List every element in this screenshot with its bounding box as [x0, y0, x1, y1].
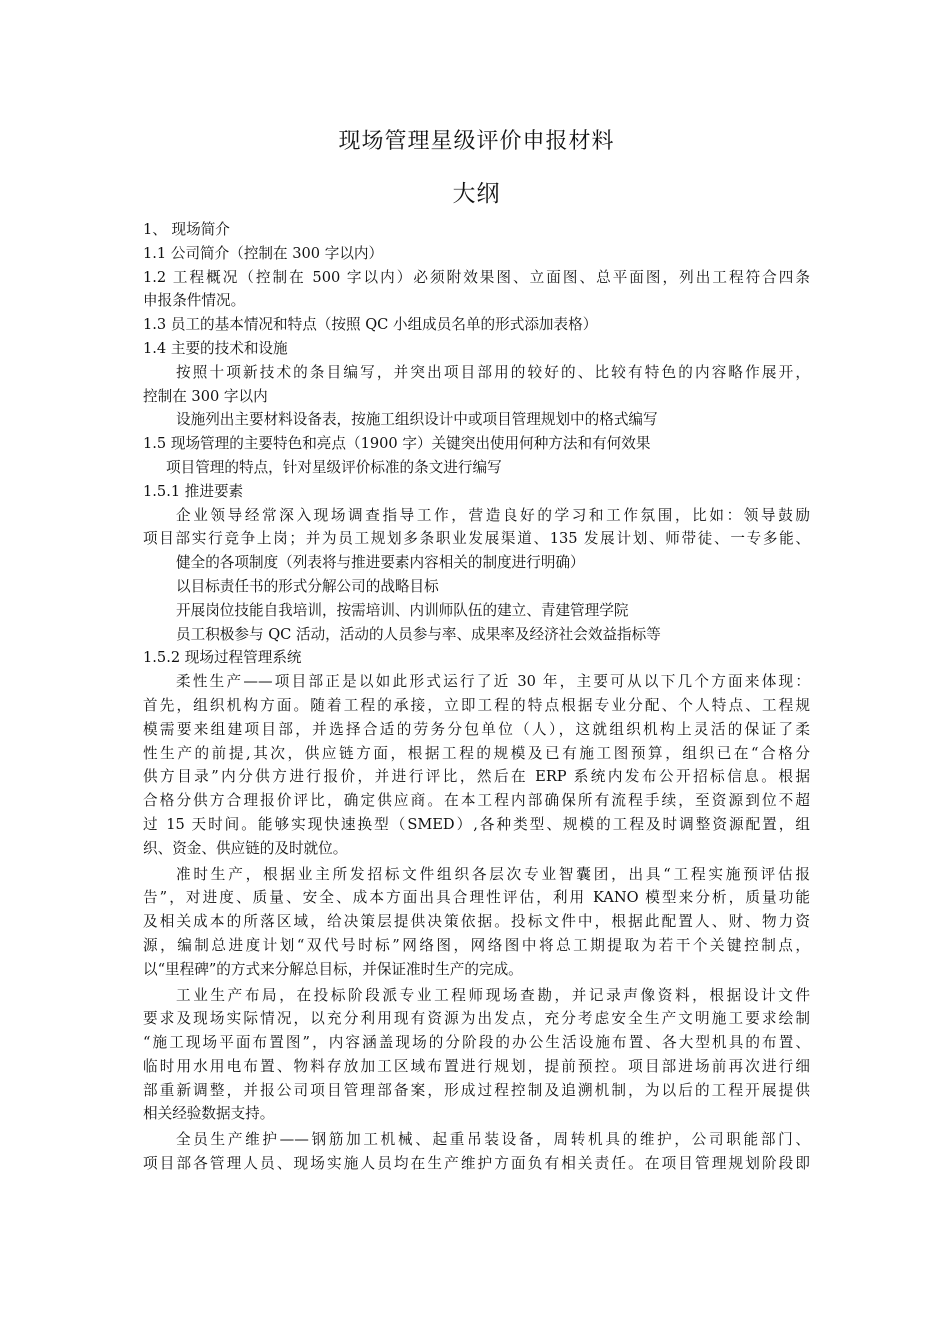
heading-1-1: 1.1 公司简介（控制在 300 字以内）	[143, 244, 384, 262]
paragraph-line: 临时用水用电布置、物料存放加工区域布置进行规划，提前预控。项目部进场前再次进行细	[143, 1057, 810, 1075]
heading-1: 1、 现场简介	[143, 221, 230, 238]
paragraph-line: 项目部各管理人员、现场实施人员均在生产维护方面负有相关责任。在项目管理规划阶段即	[143, 1155, 810, 1173]
heading-1-4: 1.4 主要的技术和设施	[143, 339, 288, 357]
paragraph-line: 要求及现场实际情况，以充分利用现有资源为出发点，充分考虑安全生产文明施工要求绘制	[143, 1010, 810, 1028]
paragraph-line: “施工现场平面布置图”，内容涵盖现场的分阶段的办公生活设施布置、各大型机具的布置、	[143, 1034, 810, 1052]
paragraph-line: 控制在 300 字以内	[143, 387, 268, 405]
paragraph-line: 准时生产，根据业主所发招标文件组织各层次专业智囊团，出具“工程实施预评估报	[176, 865, 810, 883]
paragraph-line: 以目标责任书的形式分解公司的战略目标	[176, 577, 439, 595]
paragraph-line: 相关经验数据支持。	[143, 1105, 275, 1123]
paragraph-line: 模需要来组建项目部，并选择合适的劳务分包单位（人），这就组织机构上灵活的保证了柔	[143, 720, 810, 738]
heading-1-5-1: 1.5.1 推进要素	[143, 482, 244, 500]
paragraph-line: 源，编制总进度计划“双代号时标”网络图，网络图中将总工期提取为若干个关键控制点，	[143, 936, 810, 954]
document-title: 现场管理星级评价申报材料	[338, 129, 615, 154]
paragraph-line: 工业生产布局，在投标阶段派专业工程师现场查勘，并记录声像资料，根据设计文件	[176, 986, 810, 1004]
text-line: 申报条件情况。	[143, 292, 246, 310]
paragraph-line: 告”，对进度、质量、安全、成本方面出具合理性评估，利用 KANO 模型来分析，质量功能	[143, 889, 810, 907]
heading-1-5: 1.5 现场管理的主要特色和亮点（1900 字）关键突出使用何种方法和有何效果	[143, 435, 651, 453]
paragraph-line: 柔性生产——项目部正是以如此形式运行了近 30 年，主要可从以下几个方面来体现：	[176, 673, 810, 691]
paragraph-line: 部重新调整，并报公司项目管理部备案，形成过程控制及追溯机制，为以后的工程开展提供	[143, 1081, 810, 1099]
document-body	[143, 218, 810, 1176]
paragraph-line: 健全的各项制度（列表将与推进要素内容相关的制度进行明确）	[176, 554, 585, 572]
paragraph-line: 供方目录”内分供方进行报价，并进行评比，然后在 ERP 系统内发布公开招标信息。根据	[143, 768, 810, 786]
paragraph-line: 过 15 天时间。能够实现快速换型（SMED）,各种类型、规模的工程及时调整资源配置，组	[143, 815, 810, 833]
heading-1-2: 1.2 工程概况（控制在 500 字以内）必须附效果图、立面图、总平面图，列出工程符合四条	[143, 268, 810, 286]
paragraph-line: 项目管理的特点，针对星级评价标准的条文进行编写	[166, 458, 502, 476]
paragraph-line: 首先，组织机构方面。随着工程的承接，立即工程的特点根据专业分配、个人特点、工程规	[143, 696, 810, 714]
paragraph-line: 员工积极参与 QC 活动，活动的人员参与率、成果率及经济社会效益指标等	[176, 625, 661, 643]
paragraph-line: 以“里程碑”的方式来分解总目标，并保证准时生产的完成。	[143, 960, 523, 978]
paragraph-line: 性生产的前提,其次，供应链方面，根据工程的规模及已有施工图预算，组织已在“合格分	[143, 744, 810, 762]
heading-1-3: 1.3 员工的基本情况和特点（按照 QC 小组成员名单的形式添加表格）	[143, 316, 598, 334]
paragraph-line: 开展岗位技能自我培训，按需培训、内训师队伍的建立、青建管理学院	[176, 601, 629, 619]
paragraph-line: 项目部实行竞争上岗；并为员工规划多条职业发展渠道、135 发展计划、师带徒、一专多能、	[143, 530, 810, 548]
paragraph-line: 企业领导经常深入现场调查指导工作，营造良好的学习和工作氛围，比如：领导鼓励	[176, 506, 810, 524]
heading-1-5-2: 1.5.2 现场过程管理系统	[143, 649, 302, 667]
paragraph-line: 全员生产维护——钢筋加工机械、起重吊装设备，周转机具的维护，公司职能部门、	[176, 1131, 810, 1149]
paragraph-line: 织、资金、供应链的及时就位。	[143, 839, 348, 857]
paragraph-line: 合格分供方合理报价评比，确定供应商。在本工程内部确保所有流程手续，至资源到位不超	[143, 792, 810, 810]
paragraph-line: 设施列出主要材料设备表，按施工组织设计中或项目管理规划中的格式编写	[176, 411, 658, 429]
paragraph-line: 按照十项新技术的条目编写，并突出项目部用的较好的、比较有特色的内容略作展开，	[176, 363, 810, 381]
document-subtitle: 大纲	[452, 181, 501, 207]
paragraph-line: 及相关成本的所落区域，给决策层提供决策依据。投标文件中，根据此配置人、财、物力资	[143, 913, 810, 931]
